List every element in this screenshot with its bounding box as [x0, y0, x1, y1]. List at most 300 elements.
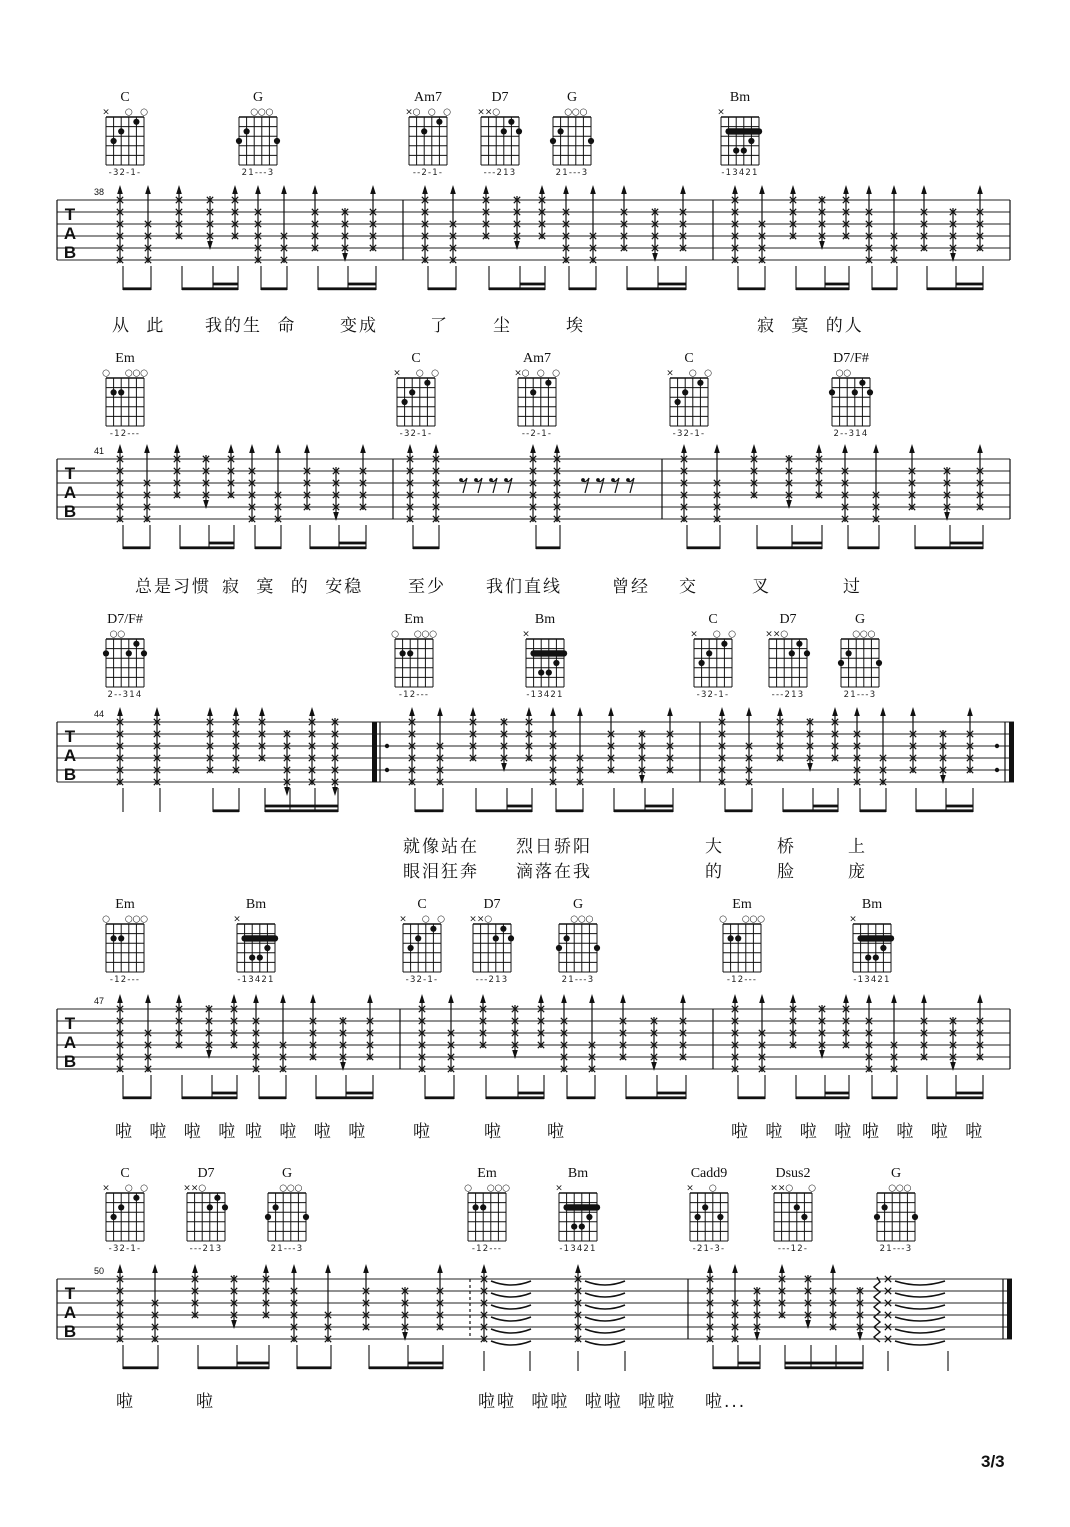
chord-dot — [530, 389, 536, 395]
tie — [491, 1341, 531, 1345]
arrow-head — [470, 707, 476, 716]
beam — [567, 1096, 595, 1099]
lyric: 尘 — [493, 316, 512, 336]
chord-dot — [111, 138, 117, 144]
chord-string-marker: ○ — [140, 368, 148, 379]
lyric: 啦 — [484, 1122, 503, 1142]
chord-string-marker: ○ — [708, 1183, 717, 1194]
chord-string-marker: ○ — [688, 368, 697, 379]
chord-dot — [706, 650, 712, 656]
beam-secondary — [645, 805, 673, 808]
arrow-head — [263, 1264, 269, 1273]
rest — [611, 478, 619, 493]
chord-dot — [402, 399, 408, 405]
lyrics — [135, 577, 862, 597]
chord-string-marker: ○ — [421, 914, 430, 925]
chord-fingering: -32-1- — [672, 429, 706, 439]
chord-string-marker: ○ — [437, 914, 445, 925]
strum-column — [332, 718, 338, 796]
chord-barre — [563, 1204, 600, 1210]
chord-string-marker: × — [393, 368, 401, 379]
chord-name: Am7 — [523, 351, 551, 366]
arrow-head — [590, 185, 596, 194]
chord-diagram — [765, 612, 810, 700]
chord-string-marker: ○ — [117, 629, 126, 640]
chord-string-marker: ○ — [536, 368, 545, 379]
chord-string-marker: ○ — [265, 107, 274, 118]
strum-column — [512, 1005, 518, 1059]
chord-dot — [801, 1214, 807, 1220]
strum-column — [921, 994, 927, 1060]
tie — [585, 1329, 625, 1333]
chord-dot — [273, 1204, 279, 1210]
arrow-head — [176, 185, 182, 194]
arrow-head — [680, 994, 686, 1003]
chord-dot — [118, 1204, 124, 1210]
chord-diagram — [555, 1166, 600, 1254]
chord-string-marker: × — [477, 107, 485, 118]
chord-dot — [103, 650, 109, 656]
arrow-head — [249, 444, 255, 453]
arrow-head — [360, 444, 366, 453]
chord-dot — [594, 945, 600, 951]
beam-secondary — [209, 542, 234, 545]
chord-dot — [880, 945, 886, 951]
beam-secondary — [658, 283, 686, 286]
beam — [626, 1096, 686, 1099]
tab-system — [57, 897, 1010, 1142]
arrow-head — [621, 185, 627, 194]
chord-dot — [118, 935, 124, 941]
chord-name: G — [572, 897, 584, 912]
arrow-head — [944, 512, 950, 521]
arrow-head — [575, 1264, 581, 1273]
chord-string-marker: ○ — [413, 629, 422, 640]
chord-fingering: -12--- — [726, 975, 758, 985]
chord-string-marker: ○ — [492, 107, 501, 118]
strum-column — [203, 455, 209, 509]
strum-column — [639, 730, 645, 784]
chord-string-marker: × — [484, 107, 493, 118]
beam-secondary — [956, 283, 983, 286]
beam — [123, 1096, 151, 1099]
tab-clef-letter: B — [63, 1052, 77, 1071]
chord-string-marker: × — [686, 1183, 694, 1194]
lyric: 叉 — [752, 577, 771, 597]
chord-name: Bm — [567, 1166, 589, 1181]
strum-column — [885, 1276, 891, 1342]
chord-dot — [796, 641, 802, 647]
strum-column — [830, 1264, 836, 1330]
beam — [413, 546, 439, 549]
chord-string-marker: × — [717, 107, 725, 118]
beam — [725, 809, 752, 812]
measure — [732, 994, 983, 1099]
rest — [626, 478, 634, 493]
chord-diagram — [464, 1166, 510, 1254]
chord-name: Dsus2 — [775, 1166, 811, 1181]
measure — [409, 707, 673, 812]
chord-string-marker: ○ — [279, 1183, 288, 1194]
chord-diagram — [550, 90, 594, 178]
beam — [265, 809, 338, 812]
arrow-head — [819, 1050, 825, 1059]
chord-fingering: ---12- — [777, 1244, 809, 1254]
chord-dot — [111, 1214, 117, 1220]
arrow-head — [233, 707, 239, 716]
beam — [848, 546, 879, 549]
strum-column — [921, 185, 927, 251]
beam-secondary — [785, 1362, 863, 1365]
arrow-head — [480, 994, 486, 1003]
lyrics — [115, 1122, 984, 1142]
chord-string-marker: ○ — [257, 107, 266, 118]
chord-string-marker: ○ — [124, 1183, 133, 1194]
strum-column — [805, 1275, 811, 1329]
arrow-head — [280, 994, 286, 1003]
chord-diagram — [183, 1166, 228, 1254]
tab-clef-letter: B — [63, 765, 77, 784]
chord-dot — [721, 641, 727, 647]
arrow-head — [192, 1264, 198, 1273]
chord-string-marker: ○ — [570, 914, 579, 925]
arrow-head — [854, 707, 860, 716]
chord-fingering: -13421 — [526, 690, 564, 700]
repeat-dot — [385, 768, 389, 772]
chord-name: G — [252, 90, 264, 105]
rest — [581, 478, 589, 493]
chord-string-marker: × — [765, 629, 773, 640]
chord-string-marker: ○ — [140, 914, 148, 925]
beam — [860, 809, 886, 812]
chord-string-marker: ○ — [109, 629, 118, 640]
beam — [627, 287, 686, 290]
lyrics — [116, 1392, 746, 1412]
beam — [796, 1096, 849, 1099]
chord-dot — [473, 1204, 479, 1210]
chord-string-marker: × — [469, 914, 477, 925]
strum-column — [819, 1005, 825, 1059]
arrow-head — [255, 185, 261, 194]
beam — [915, 546, 983, 549]
chord-fingering: ---213 — [475, 975, 509, 985]
arrow-head — [259, 707, 265, 716]
chord-diagram — [717, 90, 762, 178]
measure-number: 44 — [94, 709, 105, 719]
chord-string-marker: ○ — [412, 107, 421, 118]
lyric: 啦 — [116, 1392, 135, 1412]
beam — [738, 1096, 765, 1099]
arrow-head — [554, 444, 560, 453]
tie — [895, 1317, 945, 1321]
beam-secondary — [212, 1092, 237, 1095]
lyric: 眼泪狂奔 — [403, 862, 479, 882]
chord-dot — [852, 389, 858, 395]
chord-name: D7 — [483, 897, 501, 912]
chord-dot — [846, 650, 852, 656]
chord-dot — [516, 128, 522, 134]
lyric: 总是习惯 — [135, 577, 211, 597]
arrow-head — [777, 707, 783, 716]
tab-clef-letter: A — [63, 1303, 77, 1322]
chord-dot — [407, 650, 413, 656]
lyric: 过 — [843, 577, 862, 597]
chord-fingering: 2--314 — [107, 690, 143, 700]
chord-diagram — [838, 612, 882, 700]
chord-diagram — [686, 1166, 728, 1254]
chord-dot — [408, 945, 414, 951]
beam-secondary — [520, 283, 545, 286]
arrow-head — [402, 1332, 408, 1341]
measure — [117, 185, 376, 290]
beam-secondary — [518, 1092, 544, 1095]
chord-name: C — [120, 90, 130, 105]
beam — [415, 809, 443, 812]
lyric: 至少 — [408, 577, 446, 597]
final-thick-bar — [1007, 1279, 1012, 1339]
chord-dot — [538, 670, 544, 676]
chord-fingering: -12--- — [398, 690, 430, 700]
chord-string-marker: × — [555, 1183, 563, 1194]
arrow-head — [921, 994, 927, 1003]
lyric: 就像站在 — [403, 837, 479, 857]
arrow-head — [940, 775, 946, 784]
arrow-head — [539, 185, 545, 194]
chord-string-marker: ○ — [704, 368, 712, 379]
tab-clef-letter: A — [63, 224, 77, 243]
beam — [556, 809, 583, 812]
beam — [259, 1096, 286, 1099]
arrow-head — [325, 1264, 331, 1273]
arrow-head — [910, 707, 916, 716]
chord-name: G — [854, 612, 866, 627]
arrow-head — [501, 763, 507, 772]
measure — [117, 1264, 443, 1369]
chord-fingering: -13421 — [559, 1244, 597, 1254]
arrow-head — [144, 444, 150, 453]
beam-secondary — [265, 805, 338, 808]
strum-column — [950, 1017, 956, 1071]
chord-fingering: ---213 — [189, 1244, 223, 1254]
tab-staff — [57, 185, 1010, 290]
arrow-head — [419, 994, 425, 1003]
chord-dot — [303, 1214, 309, 1220]
strum-column — [621, 185, 627, 251]
beam-secondary — [738, 1362, 760, 1365]
lyric: 啦 — [547, 1122, 566, 1142]
arrow-head — [816, 444, 822, 453]
chord-diagram — [719, 897, 765, 985]
chord-name: Em — [115, 897, 135, 912]
chord-string-marker: ○ — [571, 107, 580, 118]
tie — [895, 1293, 945, 1297]
chord-dot — [876, 660, 882, 666]
measure — [481, 1264, 625, 1371]
chord-string-marker: ○ — [808, 1183, 816, 1194]
chord-dot — [508, 119, 514, 125]
chord-dot — [118, 389, 124, 395]
chord-diagram — [522, 612, 567, 700]
arrow-head — [589, 994, 595, 1003]
beam — [123, 1366, 158, 1369]
chord-string-marker: × — [849, 914, 857, 925]
strum-column — [370, 185, 376, 251]
arrow-head — [514, 241, 520, 250]
arrow-head — [145, 185, 151, 194]
measure-number: 41 — [94, 446, 105, 456]
beam — [428, 287, 456, 290]
chord-string-marker: ○ — [429, 629, 437, 640]
chord-name: Am7 — [414, 90, 442, 105]
strum-column — [786, 455, 792, 509]
chord-string-marker: ○ — [852, 629, 861, 640]
tab-staff — [57, 444, 1010, 549]
strum-column — [680, 994, 686, 1060]
lyric: 啦 — [413, 1122, 432, 1142]
arrow-head — [680, 185, 686, 194]
arrow-head — [203, 500, 209, 509]
chord-dot — [867, 389, 873, 395]
strum-column — [819, 196, 825, 250]
lyrics — [403, 837, 867, 882]
chord-dot — [545, 380, 551, 386]
chord-string-marker: ○ — [741, 914, 750, 925]
chord-dot — [436, 119, 442, 125]
chord-name: D7 — [197, 1166, 215, 1181]
lyric: 埃 — [566, 316, 585, 336]
arrow-head — [448, 994, 454, 1003]
lyric: 从 此 — [112, 316, 166, 336]
tab-clef-letter: T — [64, 727, 76, 746]
arrow-head — [967, 707, 973, 716]
arrow-head — [231, 1320, 237, 1329]
chord-name: C — [417, 897, 427, 912]
arrow-head — [866, 185, 872, 194]
arrow-head — [842, 444, 848, 453]
lyric: 的 — [705, 862, 724, 882]
arrow-head — [880, 707, 886, 716]
chord-dot — [264, 945, 270, 951]
arrow-head — [232, 185, 238, 194]
chord-string-marker: ○ — [564, 107, 573, 118]
strum-column — [501, 718, 507, 772]
arrow-head — [281, 185, 287, 194]
rest — [459, 478, 467, 493]
arrow-head — [819, 241, 825, 250]
beam-secondary — [950, 542, 983, 545]
arrow-head — [450, 185, 456, 194]
arrow-head — [481, 1264, 487, 1273]
chord-diagram — [102, 897, 148, 985]
arrow-head — [206, 1050, 212, 1059]
chord-string-marker: × — [777, 1183, 786, 1194]
arrow-head — [786, 500, 792, 509]
repeat-start-thick-bar — [372, 722, 377, 782]
tie — [585, 1305, 625, 1309]
chord-dot — [912, 1214, 918, 1220]
chord-barre — [725, 128, 762, 134]
chord-dot — [748, 138, 754, 144]
chord-row — [103, 612, 882, 700]
chord-dot — [430, 926, 436, 932]
strum-column — [807, 718, 813, 772]
chord-diagram — [514, 351, 560, 439]
strum-column — [652, 208, 658, 262]
strum-column — [967, 707, 973, 773]
chord-diagram — [690, 612, 736, 700]
beam-secondary — [946, 805, 973, 808]
chord-diagram — [770, 1166, 816, 1254]
tab-clef-letter: T — [64, 1284, 76, 1303]
chord-string-marker: ○ — [132, 368, 141, 379]
chord-string-marker: ○ — [712, 629, 721, 640]
arrow-head — [779, 1264, 785, 1273]
arrow-head — [409, 707, 415, 716]
measure — [407, 444, 634, 549]
tie — [585, 1293, 625, 1297]
arrow-head — [873, 444, 879, 453]
arrow-head — [909, 444, 915, 453]
measure-number: 47 — [94, 996, 105, 1006]
beam — [796, 287, 849, 290]
chord-diagram — [556, 897, 600, 985]
measure-number: 50 — [94, 1266, 105, 1276]
chord-dot — [735, 935, 741, 941]
arrow-head — [437, 707, 443, 716]
beam — [916, 809, 973, 812]
chord-dot — [579, 1224, 585, 1230]
chord-string-marker: ○ — [757, 914, 765, 925]
chord-name: D7/F# — [107, 612, 143, 627]
chord-name: Bm — [245, 897, 267, 912]
lyric: 上 — [848, 837, 867, 857]
chord-string-marker: ○ — [494, 1183, 503, 1194]
lyric: 了 — [430, 316, 449, 336]
strum-column — [207, 707, 213, 773]
chord-string-marker: ○ — [579, 107, 588, 118]
strum-column — [977, 994, 983, 1060]
chord-dot — [588, 138, 594, 144]
chord-name: Em — [477, 1166, 497, 1181]
lyrics — [112, 316, 864, 336]
chord-diagram — [393, 351, 439, 439]
arrow-head — [304, 444, 310, 453]
beam — [872, 1096, 897, 1099]
chord-dot — [682, 389, 688, 395]
chord-dot — [697, 380, 703, 386]
lyric: 啦 啦 啦 啦 — [862, 1122, 985, 1142]
arrow-head — [714, 444, 720, 453]
strum-column — [514, 196, 520, 250]
lyric: 啦 啦 啦 啦 — [731, 1122, 854, 1142]
rest — [489, 478, 497, 493]
arpeggio-line — [874, 1277, 880, 1342]
lyric: 寂 寞 的人 — [757, 316, 864, 336]
strum-column — [950, 208, 956, 262]
lyric: 啦 啦 啦 啦 — [245, 1122, 368, 1142]
chord-dot — [249, 955, 255, 961]
chord-dot — [214, 1195, 220, 1201]
arrow-head — [977, 994, 983, 1003]
chord-dot — [244, 128, 250, 134]
chord-string-marker: ○ — [835, 368, 844, 379]
chord-string-marker: ○ — [427, 107, 436, 118]
repeat-dot — [385, 744, 389, 748]
chord-dot — [741, 148, 747, 154]
tab-clef-letter: T — [64, 1014, 76, 1033]
chord-row — [102, 90, 762, 178]
chord-string-marker: × — [190, 1183, 199, 1194]
